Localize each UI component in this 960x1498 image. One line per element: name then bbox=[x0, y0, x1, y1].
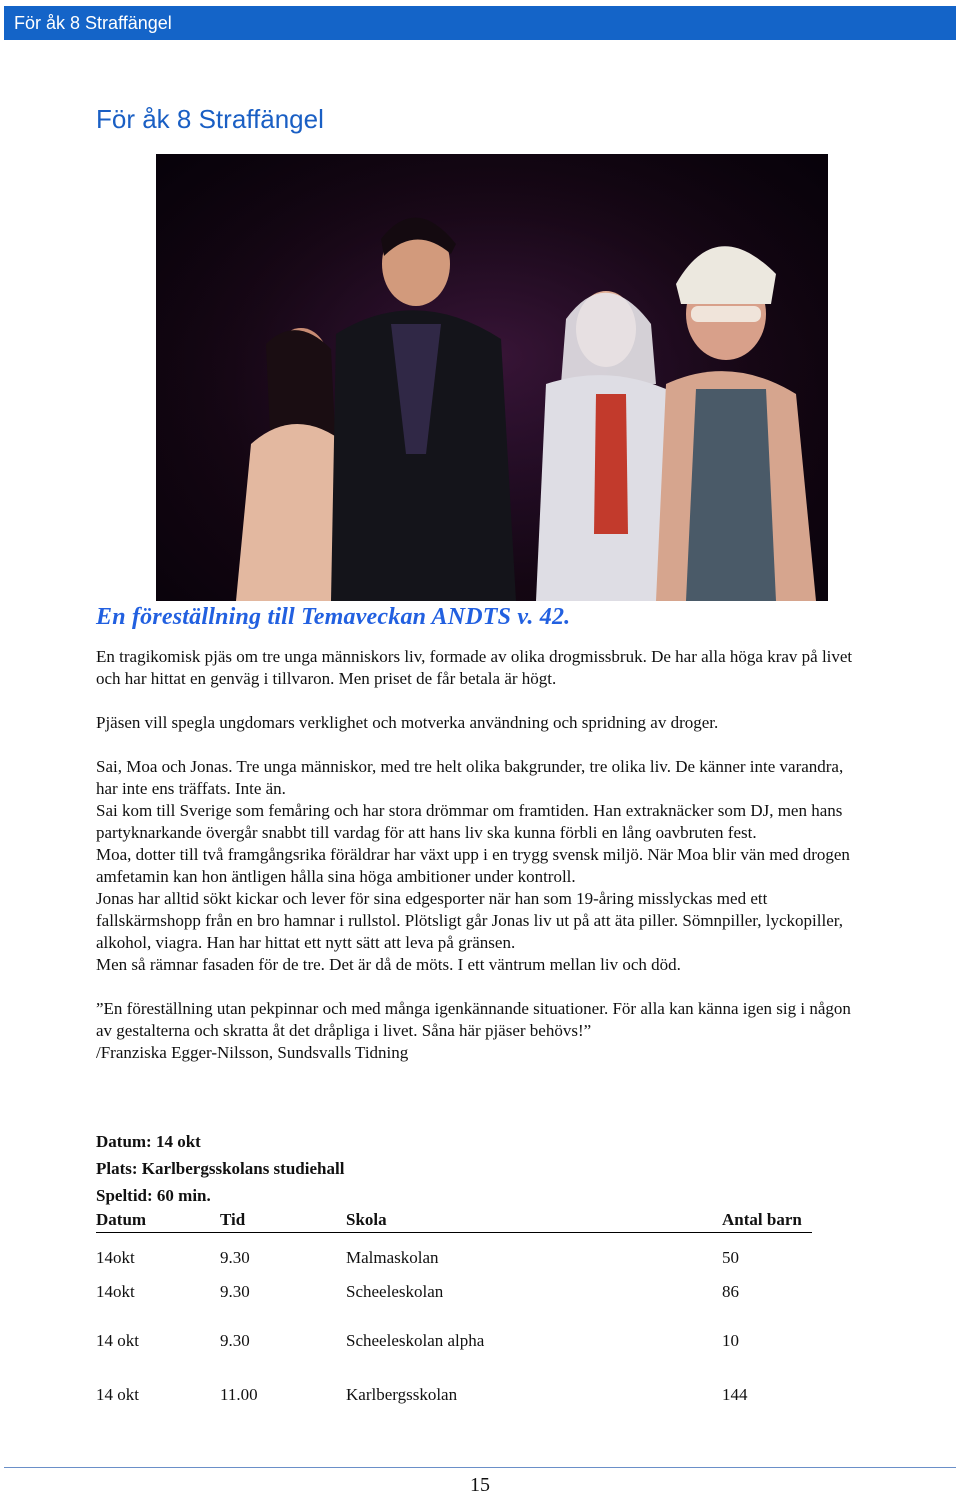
row-count: 86 bbox=[722, 1282, 739, 1301]
table-row bbox=[96, 1280, 812, 1304]
paragraph-sai: Sai kom till Sverige som femåring och har stora drömmar om framtiden. Han extraknäcker som DJ, men hans partyknarkande övergår snabbt till vardag för att hans liv ska kunna förbli en lång oavbruten fest. bbox=[96, 801, 843, 842]
paragraph-purpose: Pjäsen vill spegla ungdomars verklighet och motverka användning och spridning av droger. bbox=[96, 713, 719, 732]
paragraph-moa: Moa, dotter till två framgångsrika föräldrar har växt upp i en trygg svensk miljö. När Moa blir vän med drogen amfetamin kan hon äntligen hålla sina höga ambitioner under kontroll. bbox=[96, 845, 850, 886]
row-school: Karlbergsskolan bbox=[346, 1385, 458, 1404]
row-count: 144 bbox=[722, 1385, 748, 1404]
row-time: 9.30 bbox=[220, 1331, 250, 1350]
row-count: 10 bbox=[722, 1331, 739, 1350]
paragraph-ending: Men så rämnar fasaden för de tre. Det är då de möts. I ett väntrum mellan liv och död. bbox=[96, 955, 681, 974]
table-row bbox=[96, 1383, 812, 1407]
row-time: 9.30 bbox=[220, 1282, 250, 1301]
header-title: För åk 8 Straffängel bbox=[14, 13, 172, 33]
schedule-header bbox=[96, 1208, 812, 1233]
header-antal-barn: Antal barn bbox=[722, 1210, 802, 1229]
header-skola: Skola bbox=[346, 1210, 387, 1229]
description-text bbox=[96, 646, 866, 1064]
info-duration: Speltid: 60 min. bbox=[96, 1186, 211, 1205]
row-school: Scheeleskolan bbox=[346, 1282, 444, 1301]
row-time: 11.00 bbox=[220, 1385, 258, 1404]
table-row bbox=[96, 1329, 812, 1353]
table-row bbox=[96, 1246, 812, 1270]
row-time: 9.30 bbox=[220, 1248, 250, 1267]
event-info bbox=[96, 1128, 344, 1209]
performance-photo bbox=[156, 154, 828, 601]
footer-divider bbox=[4, 1467, 956, 1468]
section-subtitle: En föreställning till Temaveckan ANDTS v. 42. bbox=[96, 604, 571, 630]
review-quote: ”En föreställning utan pekpinnar och med många igenkännande situationer. För alla kan känna igen sig i någon av gestalterna och skratta åt det dråpliga i livet. Såna här pjäser behövs!” bbox=[96, 999, 851, 1040]
header-tid: Tid bbox=[220, 1210, 246, 1229]
actors-silhouette-illustration bbox=[156, 154, 828, 601]
page-number: 15 bbox=[470, 1474, 490, 1496]
header-bar bbox=[4, 6, 956, 40]
paragraph-jonas: Jonas har alltid sökt kickar och lever för sina edgesporter när han som 19-åring misslyckas med ett fallskärmshopp från en bro hamnar i rullstol. Plötsligt går Jonas liv ut på att äta piller. Sömnpiller, lyckopiller, alkohol, viagra. Han har hittat ett nytt sätt att leva på gränsen. bbox=[96, 889, 843, 952]
row-school: Malmaskolan bbox=[346, 1248, 439, 1267]
row-date: 14 okt bbox=[96, 1385, 139, 1404]
row-date: 14 okt bbox=[96, 1331, 139, 1350]
info-date: Datum: 14 okt bbox=[96, 1132, 201, 1151]
header-datum: Datum bbox=[96, 1210, 147, 1229]
row-date: 14okt bbox=[96, 1248, 135, 1267]
paragraph-characters: Sai, Moa och Jonas. Tre unga människor, med tre helt olika bakgrunder, tre olika liv. De känner inte varandra, har inte ens träffats. Inte än. bbox=[96, 757, 844, 798]
page-title: För åk 8 Straffängel bbox=[96, 104, 324, 134]
row-school: Scheeleskolan alpha bbox=[346, 1331, 485, 1350]
row-date: 14okt bbox=[96, 1282, 135, 1301]
info-place: Plats: Karlbergsskolans studiehall bbox=[96, 1159, 345, 1178]
paragraph-intro: En tragikomisk pjäs om tre unga människors liv, formade av olika drogmissbruk. De har alla höga krav på livet och har hittat en genväg i tillvaron. Men priset de får betala är högt. bbox=[96, 647, 853, 688]
review-source: /Franziska Egger-Nilsson, Sundsvalls Tidning bbox=[96, 1043, 409, 1062]
row-count: 50 bbox=[722, 1248, 739, 1267]
